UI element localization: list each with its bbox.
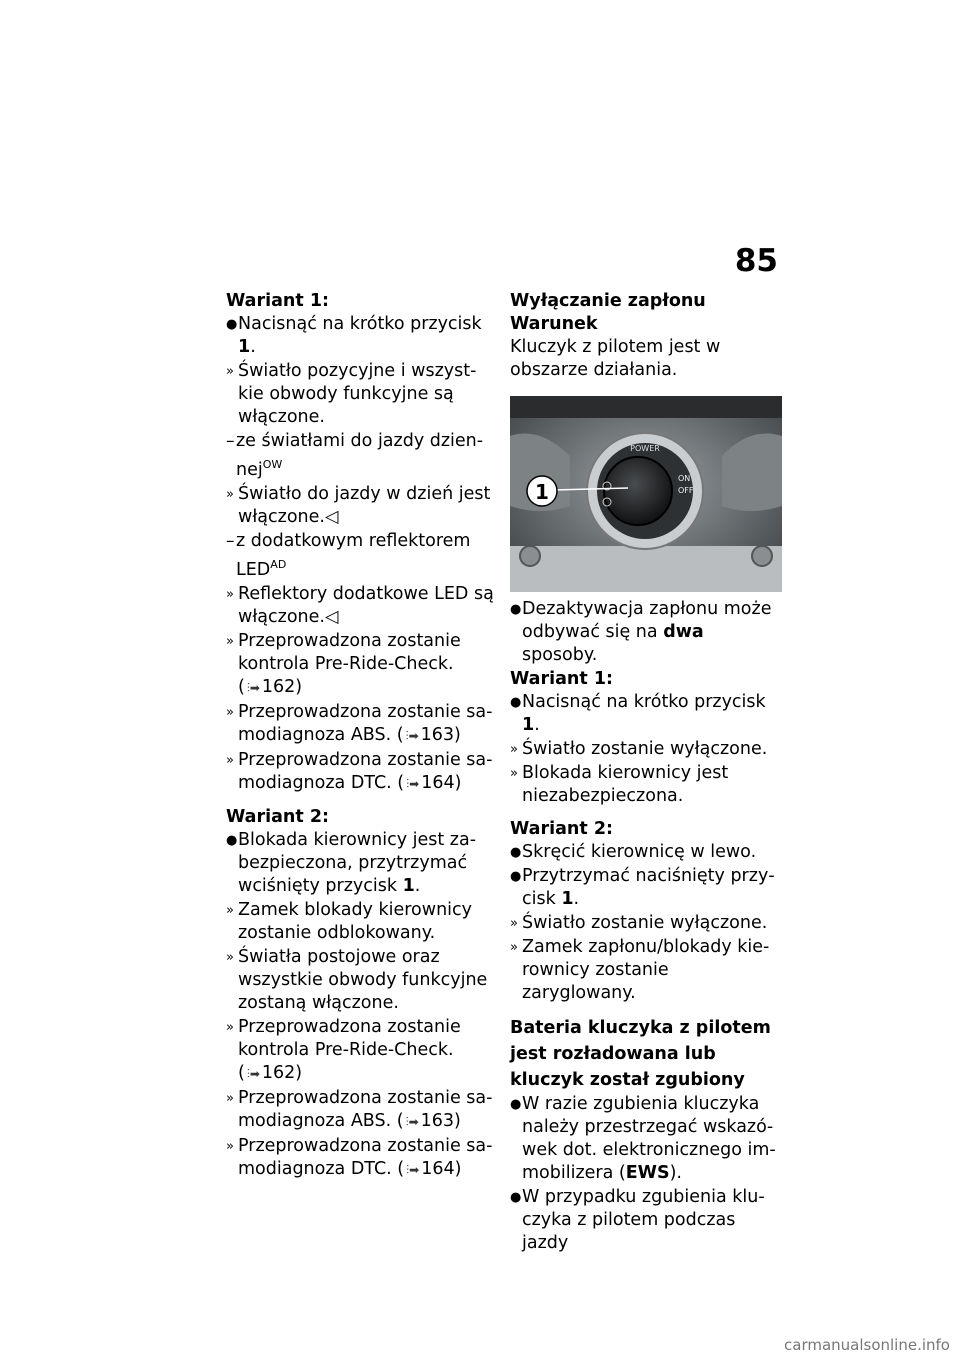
list-item: » Przeprowadzona zostanie samodiagnoza DTC. ( ⫶➡ 164) — [226, 749, 494, 796]
result-arrow-icon: » — [226, 364, 234, 379]
dash-icon: – — [226, 431, 235, 451]
list-item: ● W razie zgubienia kluczyka należy przestrzegać wskazówek dot. elektronicznego immobilizera (EWS). — [510, 1094, 776, 1183]
variant-2-heading: Wariant 2: — [510, 819, 614, 839]
bullet-icon: ● — [510, 869, 522, 884]
right-column — [510, 290, 782, 1256]
bullet-icon: ● — [510, 1097, 522, 1112]
list-item: » Światło zostanie wyłączone. — [510, 739, 768, 759]
list-item: ● Nacisnąć na krótko przycisk 1. — [226, 314, 482, 357]
variant-1-heading: Wariant 1: — [510, 669, 614, 689]
list-item: » Przeprowadzona zostanie samodiagnoza ABS. ( ⫶➡ 163) — [226, 1087, 494, 1134]
result-arrow-icon: » — [510, 940, 518, 955]
end-mark-icon: ◁ — [324, 506, 339, 527]
dash-icon: – — [226, 530, 235, 551]
ignition-button-photo — [510, 396, 782, 592]
power-label: POWER — [630, 444, 660, 453]
list-item: » Blokada kierownicy jest niezabezpieczona. — [510, 763, 729, 806]
result-arrow-icon: » — [226, 949, 234, 965]
ignition-off-heading: Wyłączanie zapłonu — [510, 291, 706, 311]
off-label: OFF — [678, 486, 694, 495]
bullet-icon: ● — [510, 602, 522, 617]
end-mark-icon: ◁ — [324, 606, 339, 627]
page-number: 85 — [734, 243, 778, 279]
list-item: » Reflektory dodatkowe LED są włączone.◁ — [226, 583, 494, 627]
on-label: ON — [678, 474, 691, 483]
list-item: » Światła postojowe oraz wszystkie obwody funkcyjne zostaną włączone. — [226, 946, 488, 1013]
watermark: carmanualsonline.info — [784, 1336, 950, 1354]
list-item: ● Skręcić kierownicę w lewo. — [510, 842, 757, 862]
list-item: – ze światłami do jazdy dziennej$^{OW}$ — [226, 431, 484, 480]
battery-heading: Bateria kluczyka z pilotem jest rozładowana lub kluczyk został zgubiony — [510, 1018, 771, 1090]
result-arrow-icon: » — [510, 916, 518, 931]
bullet-icon: ● — [226, 317, 238, 332]
result-arrow-icon: » — [226, 633, 234, 649]
page-ref-icon: ⫶➡ — [406, 1162, 420, 1177]
page-ref-icon: ⫶➡ — [406, 776, 420, 791]
list-item: » Światło zostanie wyłączone. — [510, 913, 768, 933]
result-arrow-icon: » — [226, 586, 234, 602]
variant-2-heading: Wariant 2: — [226, 806, 330, 827]
left-column — [226, 290, 494, 1183]
list-item: ● Blokada kierownicy jest zabezpieczona, przytrzymać wciśnięty przycisk 1. — [226, 829, 477, 896]
list-item: ● Przytrzymać naciśnięty przycisk 1. — [510, 866, 775, 909]
callout-number: 1 — [535, 480, 549, 504]
page-ref-icon: ⫶➡ — [246, 680, 260, 695]
page-ref-icon: ⫶➡ — [405, 1114, 419, 1129]
variant-1-heading: Wariant 1: — [226, 291, 330, 311]
list-item: ● Nacisnąć na krótko przycisk 1. — [510, 692, 766, 735]
result-arrow-icon: » — [226, 1090, 234, 1106]
bullet-icon: ● — [510, 1190, 522, 1205]
page-ref-icon: ⫶➡ — [405, 728, 419, 743]
result-arrow-icon: » — [226, 486, 234, 502]
list-item: » Przeprowadzona zostanie kontrola Pre-Ride-Check. ( ⫶➡ 162) — [226, 630, 494, 700]
ignition-button-illustration — [510, 396, 782, 592]
list-item: » Przeprowadzona zostanie samodiagnoza DTC. ( ⫶➡ 164) — [226, 1135, 494, 1182]
list-item: » Przeprowadzona zostanie samodiagnoza ABS. ( ⫶➡ 163) — [226, 701, 494, 748]
condition-heading: Warunek — [510, 314, 598, 334]
condition-text: Kluczyk z pilotem jest w obszarze działania. — [510, 337, 721, 380]
page-ref-icon: ⫶➡ — [246, 1066, 260, 1081]
result-arrow-icon: » — [510, 766, 518, 781]
list-item: » Zamek zapłonu/blokady kierownicy zostanie zaryglowany. — [510, 937, 770, 1003]
list-item: » Światło pozycyjne i wszystkie obwody funkcyjne są włączone. — [226, 361, 477, 427]
bullet-icon: ● — [510, 695, 522, 710]
list-item: » Zamek blokady kierownicy zostanie odblokowany. — [226, 899, 473, 943]
bullet-icon: ● — [510, 845, 522, 860]
result-arrow-icon: » — [226, 902, 234, 918]
result-arrow-icon: » — [226, 704, 234, 720]
list-item: » Przeprowadzona zostanie kontrola Pre-Ride-Check. ( ⫶➡ 162) — [226, 1016, 494, 1086]
bullet-icon: ● — [226, 832, 238, 848]
list-item: » Światło do jazdy w dzień jest włączone.◁ — [226, 483, 491, 527]
list-item: – z dodatkowym reflektorem $LED^{AD}$ — [226, 530, 471, 580]
list-item: ● Dezaktywacja zapłonu może odbywać się na dwa sposoby. — [510, 599, 772, 665]
result-arrow-icon: » — [510, 742, 518, 757]
result-arrow-icon: » — [226, 1138, 234, 1154]
list-item: ● W przypadku zgubienia kluczyka z pilotem podczas jazdy — [510, 1187, 765, 1253]
result-arrow-icon: » — [226, 752, 234, 768]
result-arrow-icon: » — [226, 1019, 234, 1035]
